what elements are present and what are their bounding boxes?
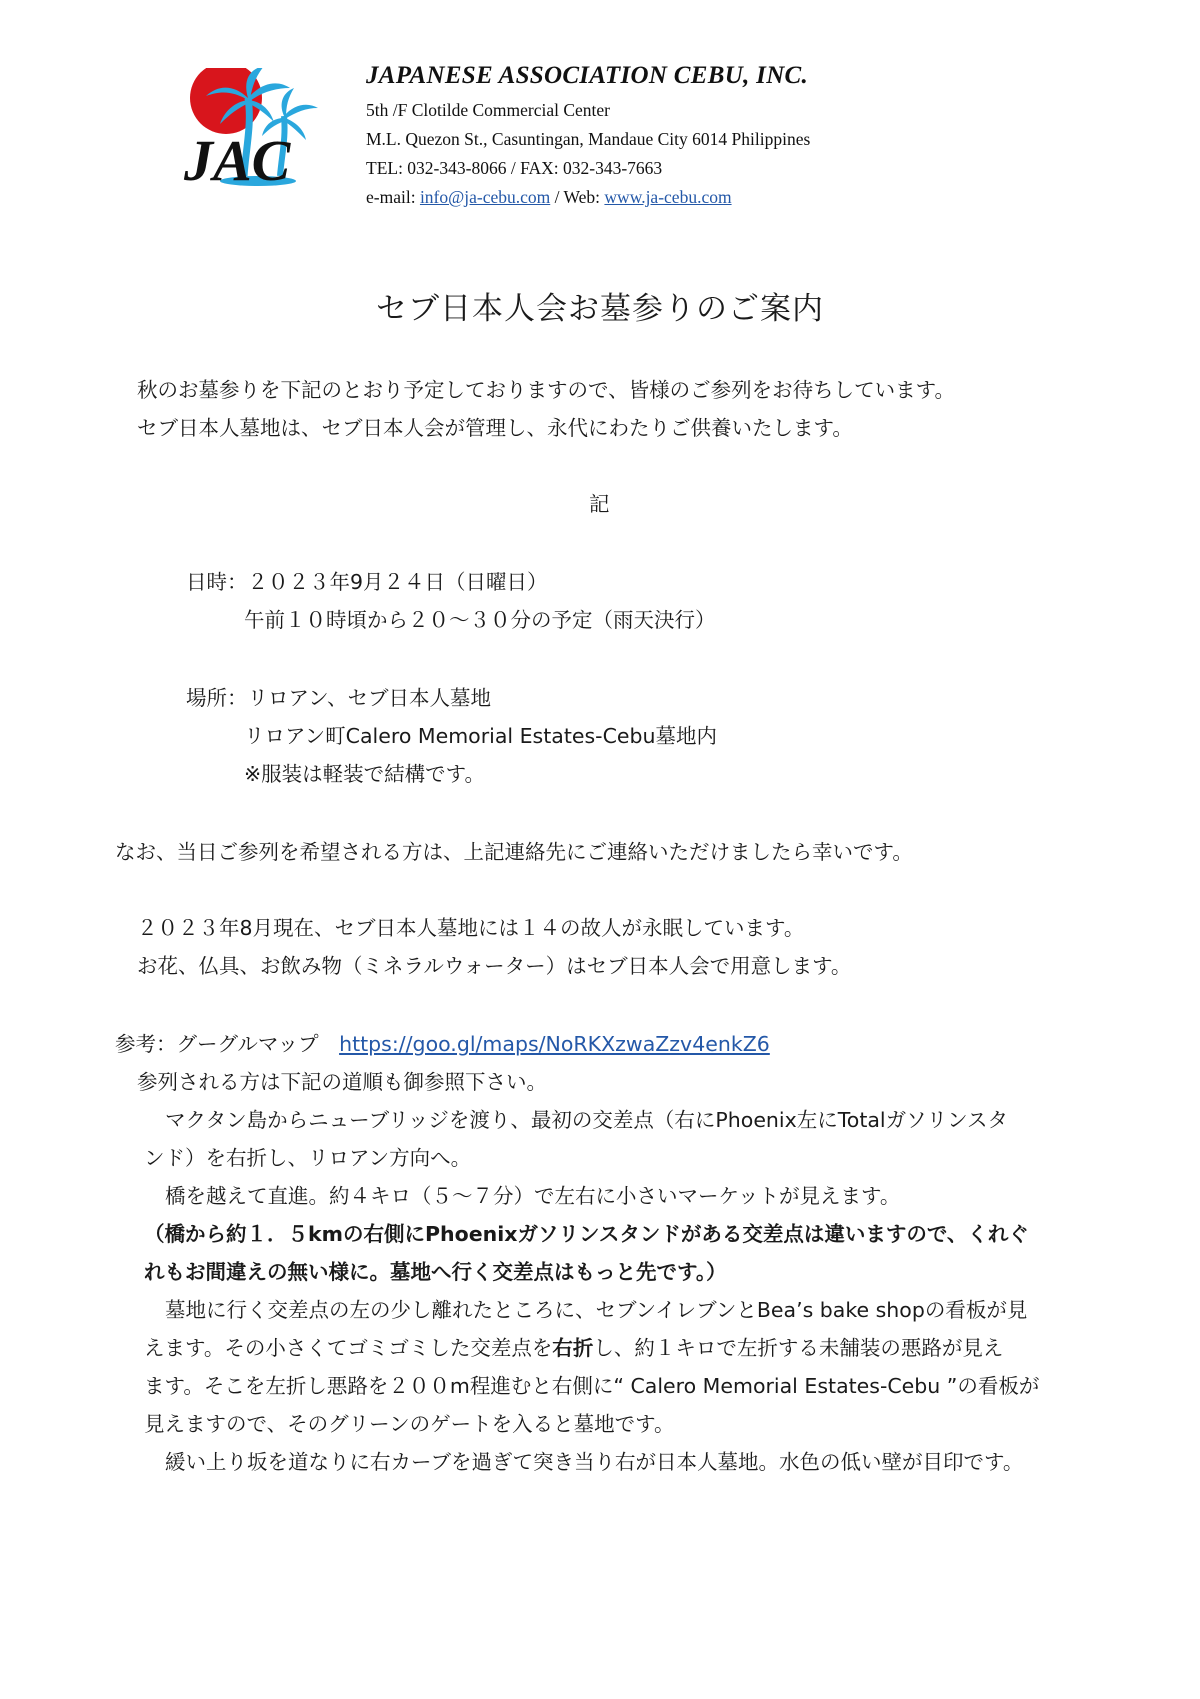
status-line-2: お花、仏具、お飲み物（ミネラルウォーター）はセブ日本人会で用意します。 xyxy=(137,954,852,978)
directions-line-7: 墓地に行く交差点の左の少し離れたところに、セブンイレブンとBea’s bake shopの看板が見 xyxy=(165,1298,1028,1322)
right-turn-emphasis: 右折 xyxy=(552,1336,594,1360)
org-name: JAPANESE ASSOCIATION CEBU, INC. xyxy=(366,62,809,89)
ki-heading: 記 xyxy=(589,492,610,516)
directions-warning-line-1: （橋から約１．５kmの右側にPhoenixガソリンスタンドがある交差点は違いますので、くれぐ xyxy=(144,1222,1029,1246)
address-line-1: 5th /F Clotilde Commercial Center xyxy=(366,100,610,120)
directions-line-9: ます。そこを左折し悪路を２００m程進むと右側に“ Calero Memorial Estates-Cebu ”の看板が xyxy=(144,1374,1040,1398)
directions-line-11: 緩い上り坂を道なりに右カーブを過ぎて突き当り右が日本人墓地。水色の低い壁が目印です。 xyxy=(165,1450,1024,1474)
directions-line-4: 橋を越えて直進。約４キロ（５～７分）で左右に小さいマーケットが見えます。 xyxy=(165,1184,901,1208)
place-line-2: リロアン町Calero Memorial Estates-Cebu墓地内 xyxy=(244,724,718,748)
directions-line-8 xyxy=(144,1334,1003,1362)
palm-sun-logo-icon xyxy=(182,68,342,208)
directions-warning-line-2: れもお間違えの無い様に。墓地へ行く交差点はもっと先です。） xyxy=(144,1260,727,1284)
intro-line-2: セブ日本人墓地は、セブ日本人会が管理し、永代にわたりご供養いたします。 xyxy=(137,416,853,440)
org-header xyxy=(366,62,810,212)
directions-line-1: 参列される方は下記の道順も御参照下さい。 xyxy=(137,1070,547,1094)
directions-line-10: 見えますので、そのグリーンのゲートを入ると墓地です。 xyxy=(144,1412,675,1436)
tel-fax: TEL: 032-343-8066 / FAX: 032-343-7663 xyxy=(366,158,663,178)
logo-text: JAC xyxy=(184,128,291,193)
google-maps-link[interactable]: https://goo.gl/maps/NoRKXzwaZzv4enkZ6 xyxy=(339,1032,770,1056)
directions-line-8-post: し、約１キロで左折する未舗装の悪路が見え xyxy=(593,1336,1004,1360)
directions-line-8-pre: えます。その小さくてゴミゴミした交差点を xyxy=(144,1336,553,1360)
page-title: セブ日本人会お墓参りのご案内 xyxy=(376,291,824,327)
datetime-line-2: 午前１０時頃から２０～３０分の予定（雨天決行） xyxy=(244,608,716,632)
email-prefix: e-mail: xyxy=(366,187,420,207)
jac-logo xyxy=(182,68,342,208)
place-line-1: 場所：リロアン、セブ日本人墓地 xyxy=(186,686,492,710)
address-line-2: M.L. Quezon St., Casuntingan, Mandaue City 6014 Philippines xyxy=(366,129,811,149)
directions-line-3: ンド）を右折し、リロアン方向へ。 xyxy=(144,1146,472,1170)
contact-line xyxy=(366,183,810,212)
directions-line-2: マクタン島からニューブリッジを渡り、最初の交差点（右にPhoenix左にTotalガソリンスタ xyxy=(165,1108,1009,1132)
place-line-3: ※服装は軽装で結構です。 xyxy=(244,762,486,786)
email-link[interactable]: info@ja-cebu.com xyxy=(419,187,551,207)
web-link[interactable]: www.ja-cebu.com xyxy=(604,187,732,207)
datetime-line-1: 日時：２０２３年9月２４日（日曜日） xyxy=(186,570,548,594)
status-line-1: ２０２３年8月現在、セブ日本人墓地には１４の故人が永眠しています。 xyxy=(137,916,805,940)
reference-line xyxy=(115,1030,770,1058)
reference-label: 参考：グーグルマップ xyxy=(115,1032,340,1056)
intro-line-1: 秋のお墓参りを下記のとおり予定しておりますので、皆様のご参列をお待ちしています。 xyxy=(137,378,955,402)
web-prefix: / Web: xyxy=(550,187,605,207)
note-line: なお、当日ご参列を希望される方は、上記連絡先にご連絡いただけましたら幸いです。 xyxy=(115,840,913,864)
